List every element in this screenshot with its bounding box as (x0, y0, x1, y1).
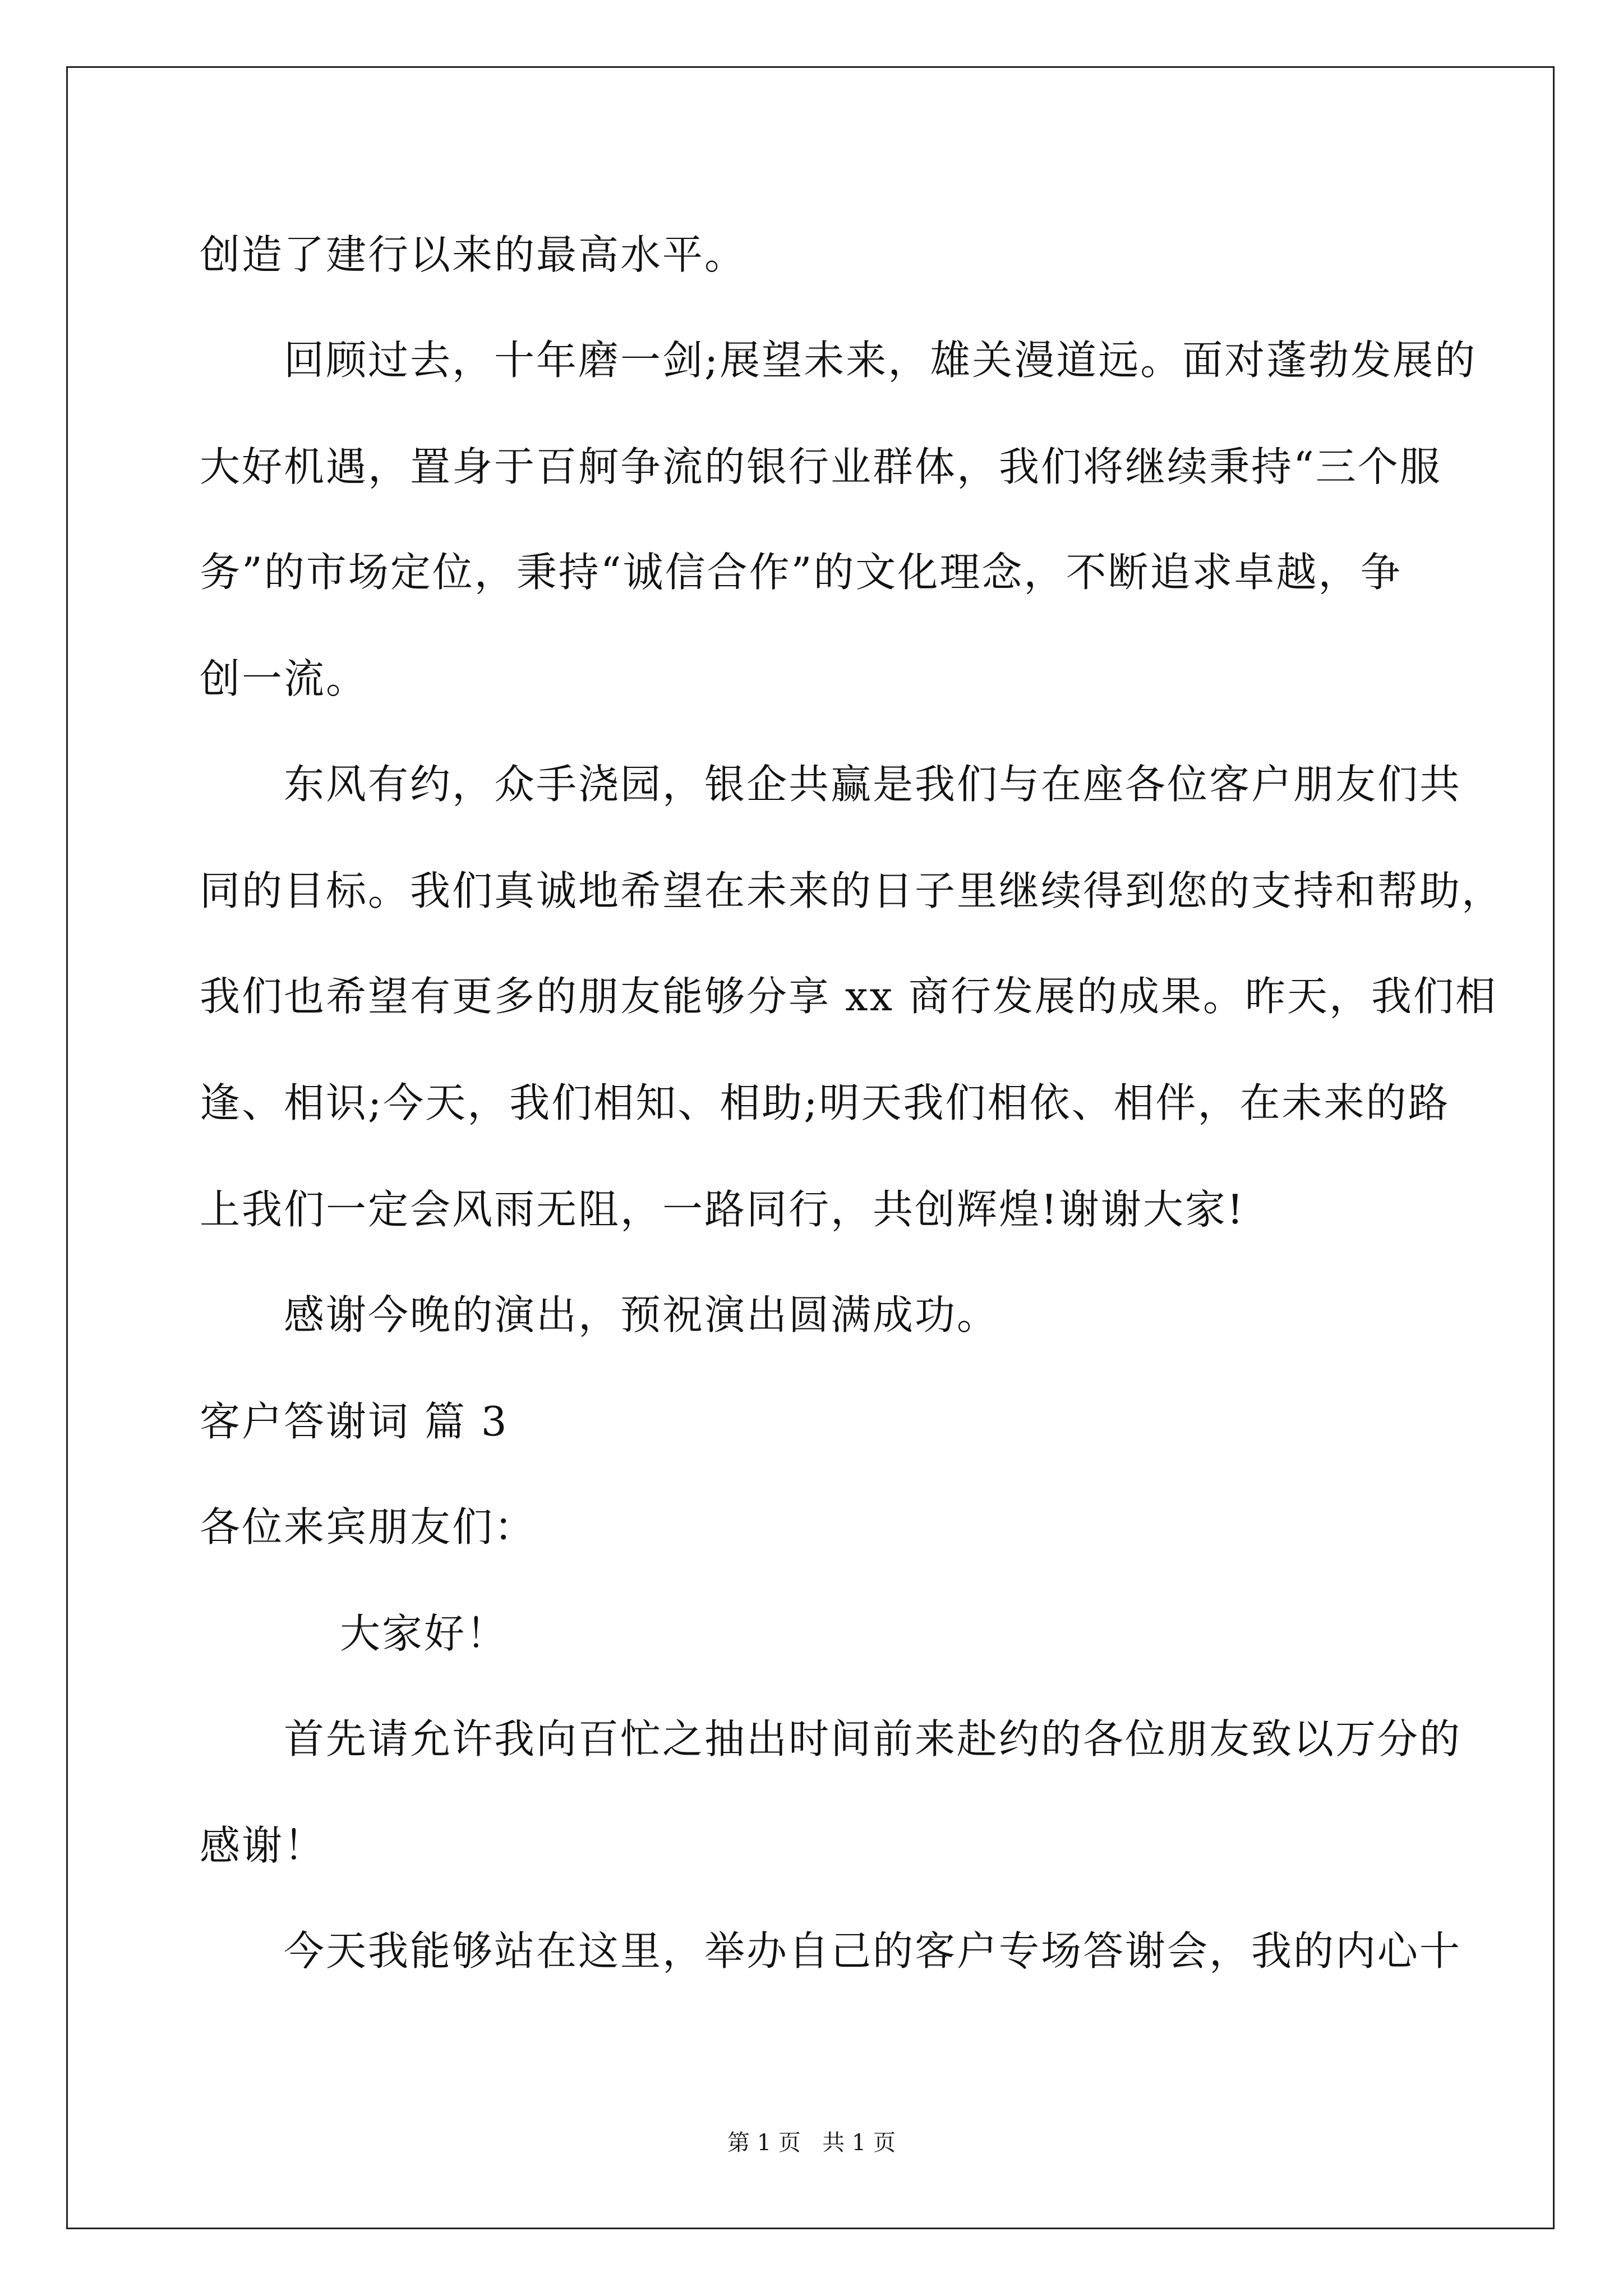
page-border (66, 66, 1555, 2229)
paragraph-line: 今天我能够站在这里，举办自己的客户专场答谢会，我的内心十 (284, 1927, 1462, 1975)
paragraph-line: 感谢！ (200, 1822, 326, 1869)
greeting: 大家好！ (340, 1610, 509, 1657)
paragraph-line: 创一流。 (200, 655, 368, 702)
salutation: 各位来宾朋友们： (200, 1503, 537, 1550)
paragraph-line: 上我们一定会风雨无阻，一路同行，共创辉煌!谢谢大家! (200, 1186, 1245, 1233)
paragraph-line: 东风有约，众手浇园，银企共赢是我们与在座各位客户朋友们共 (284, 761, 1462, 808)
section-heading: 客户答谢词 篇 3 (200, 1398, 509, 1445)
page-footer: 第 1 页 共 1 页 (727, 2130, 896, 2156)
paragraph-line: 同的目标。我们真诚地希望在未来的日子里继续得到您的支持和帮助， (200, 867, 1504, 914)
paragraph-line: 感谢今晚的演出，预祝演出圆满成功。 (284, 1291, 999, 1338)
paragraph-line: 逢、相识;今天，我们相知、相助;明天我们相依、相伴，在未来的路 (200, 1079, 1450, 1126)
paragraph-line: 我们也希望有更多的朋友能够分享 xx 商行发展的成果。昨天，我们相 (200, 973, 1497, 1020)
paragraph-line: 首先请允许我向百忙之抽出时间前来赴约的各位朋友致以万分的 (284, 1715, 1462, 1763)
paragraph-line: 回顾过去，十年磨一剑;展望未来，雄关漫道远。面对蓬勃发展的 (284, 337, 1477, 384)
paragraph-line: 大好机遇，置身于百舸争流的银行业群体，我们将继续秉持“三个服 (200, 443, 1442, 490)
text-line-1: 创造了建行以来的最高水平。 (200, 231, 747, 278)
paragraph-line: 务”的市场定位，秉持“诚信合作”的文化理念，不断追求卓越，争 (200, 549, 1403, 596)
